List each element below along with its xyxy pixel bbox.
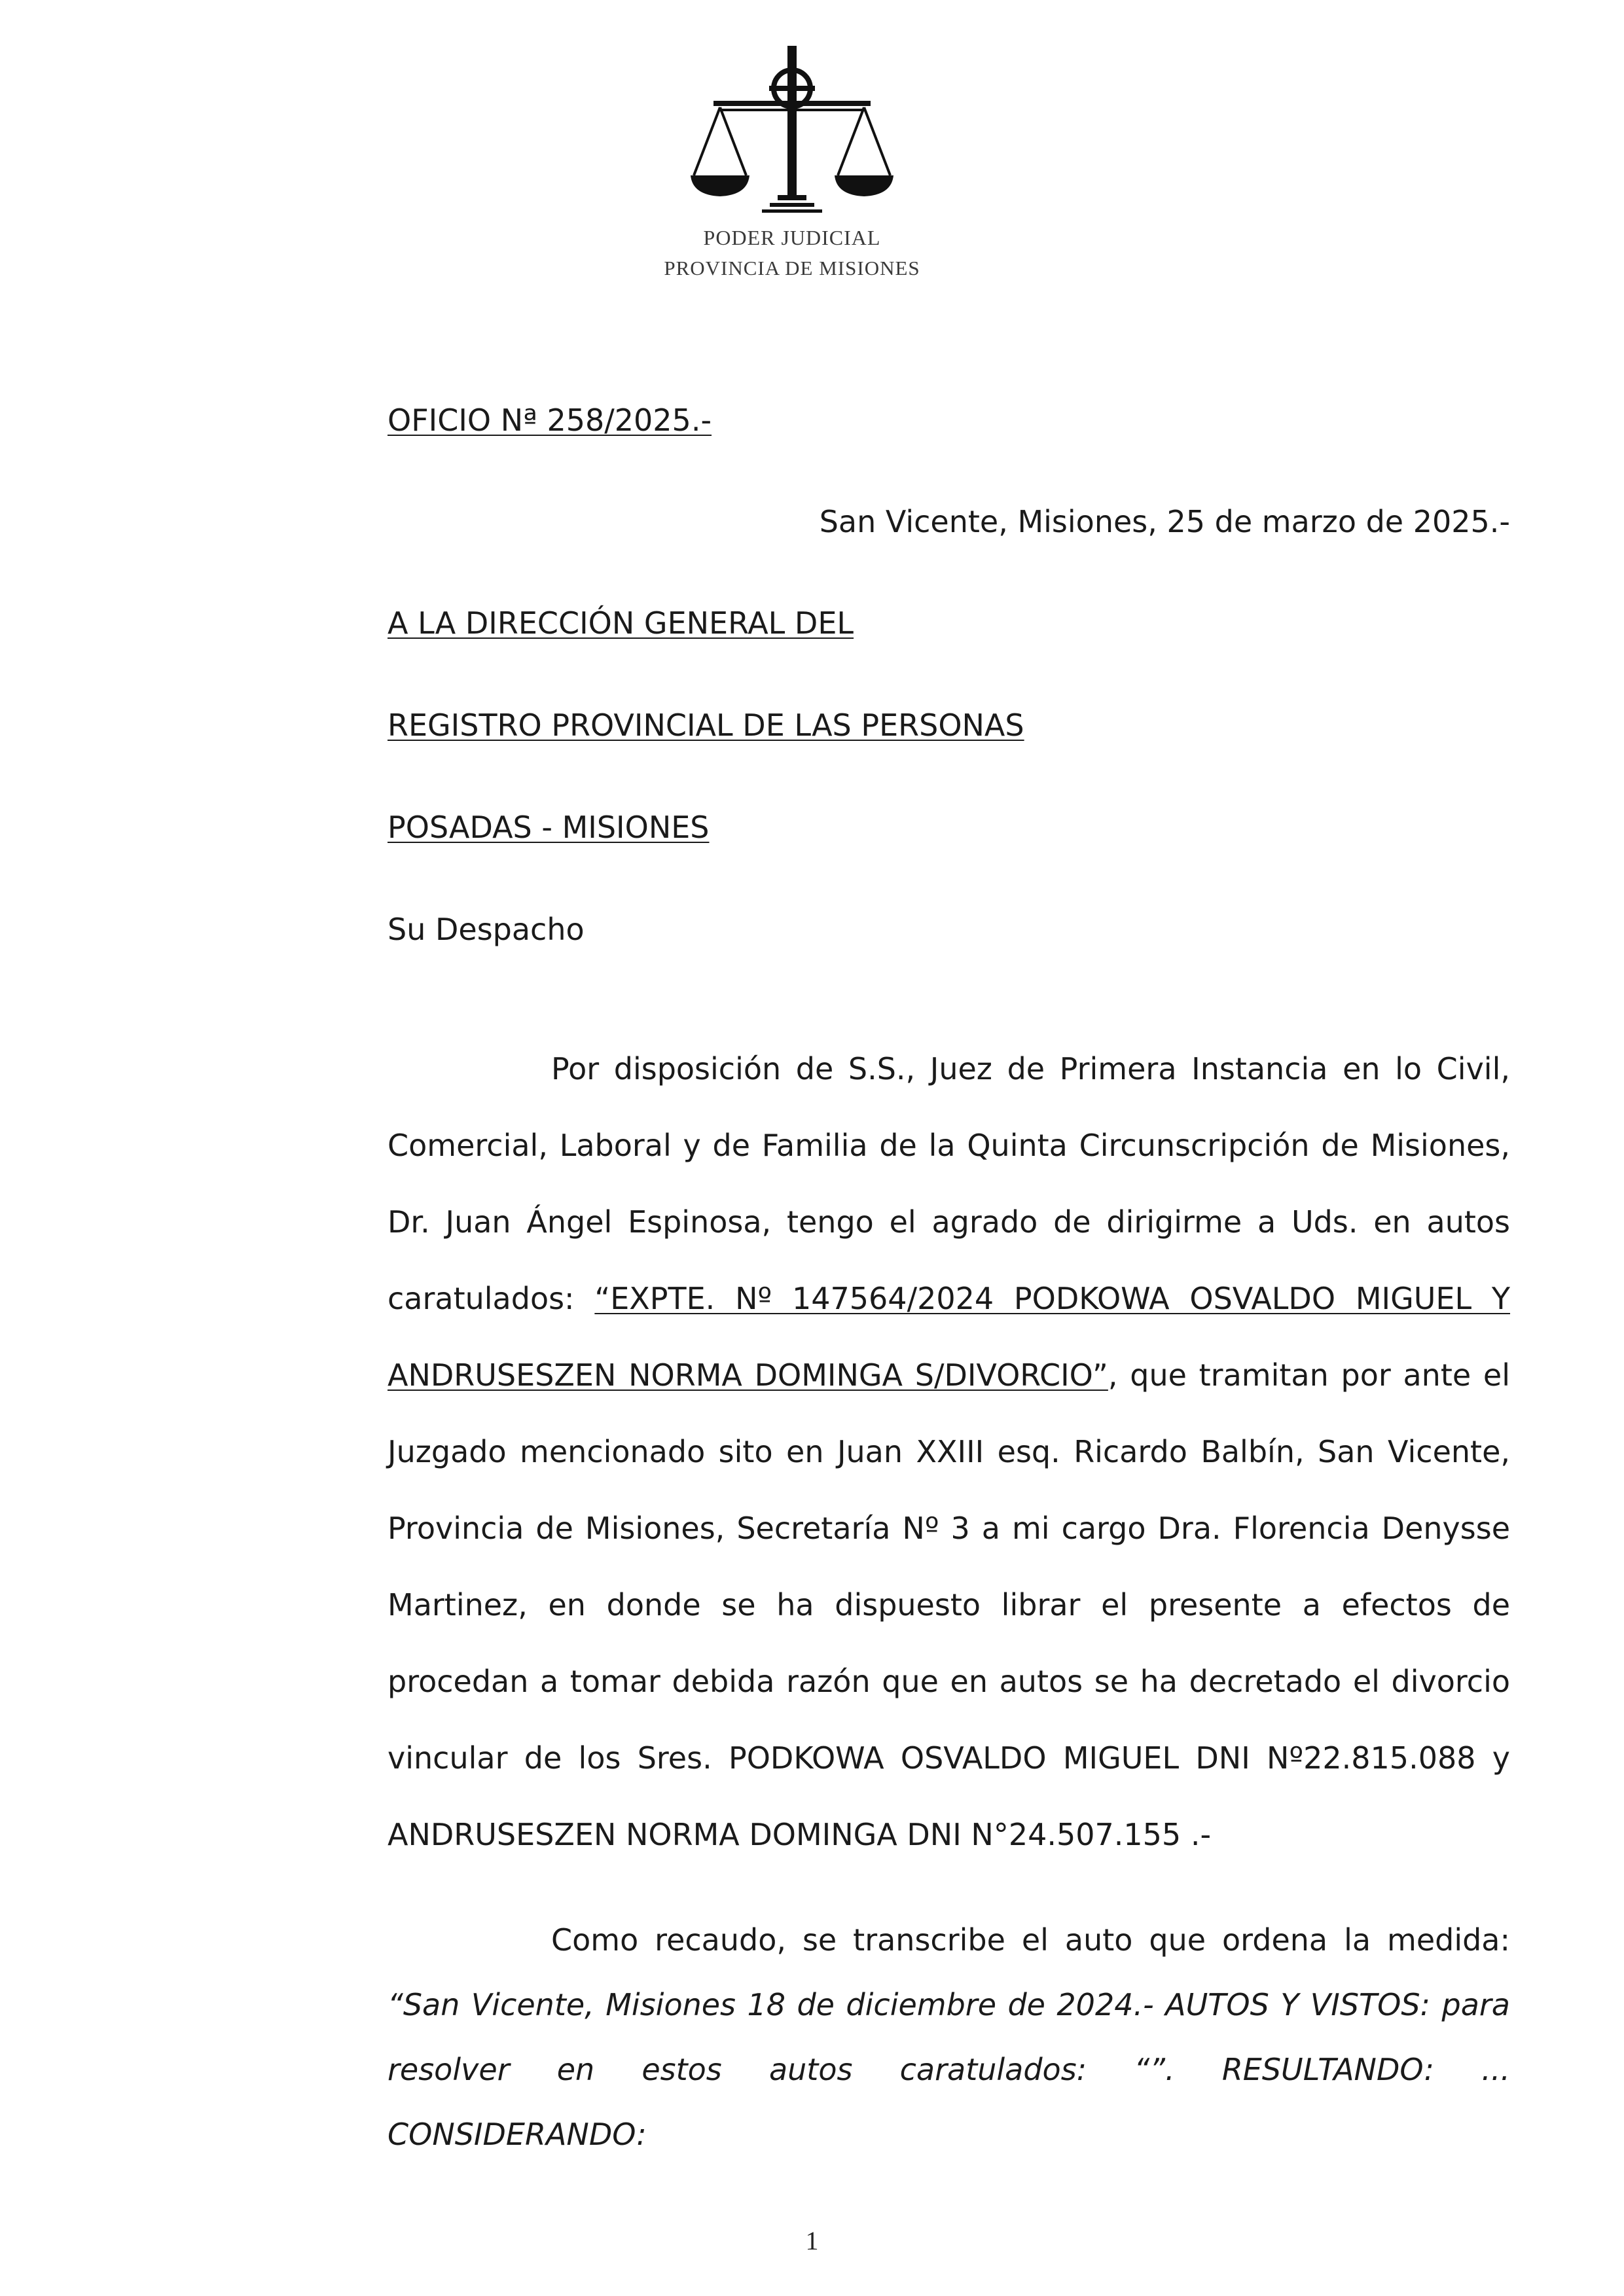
oficio-number: OFICIO Nª 258/2025.- — [388, 403, 712, 438]
letterhead-line-2: PROVINCIA DE MISIONES — [664, 257, 920, 279]
letterhead-line-1: PODER JUDICIAL — [703, 226, 881, 249]
paragraph-2-intro: Como recaudo, se transcribe el auto que ordena la medida: — [551, 1922, 1510, 1958]
addressee-line-2: REGISTRO PROVINCIAL DE LAS PERSONAS — [388, 708, 1024, 743]
body-paragraph-1 — [388, 1031, 1510, 1873]
paragraph-1-intro: Por disposición de S.S., Juez de Primera Instancia en lo Civil, Comercial, Laboral y de Familia de la Quinta Circunscripción de Misiones, Dr. Juan Ángel Espinosa, tengo el agrado de dirigirme a Uds. en autos caratulados: — [388, 1051, 1510, 1316]
case-title: “EXPTE. Nº 147564/2024 PODKOWA OSVALDO MIGUEL Y ANDRUSESZEN NORMA DOMINGA S/DIVORCIO” — [388, 1281, 1511, 1393]
paragraph-1-rest: , que tramitan por ante el Juzgado mencionado sito en Juan XXIII esq. Ricardo Balbín, San Vicente, Provincia de Misiones, Secretaría Nº 3 a mi cargo Dra. Florencia Denysse Martinez, en donde se ha dispuesto librar el presente a efectos de procedan a tomar debida razón que en autos se ha decretado el divorcio vincular de los Sres. PODKOWA OSVALDO MIGUEL DNI Nº22.815.088 y ANDRUSESZEN NORMA DOMINGA DNI N°24.507.155 .- — [388, 1357, 1510, 1852]
addressee-line-3: POSADAS - MISIONES — [388, 810, 710, 845]
scales-of-justice-cross-icon — [628, 39, 956, 236]
page-number: 1 — [805, 2226, 819, 2255]
transcribed-order: “San Vicente, Misiones 18 de diciembre de 2024.- AUTOS Y VISTOS: para resolver en estos autos caratulados: “”. RESULTANDO: ... CONSIDERANDO: — [388, 1987, 1510, 2152]
salutation: Su Despacho — [388, 912, 585, 947]
addressee-line-1: A LA DIRECCIÓN GENERAL DEL — [388, 605, 854, 641]
body-paragraph-2 — [388, 1908, 1510, 2167]
letterhead — [628, 39, 956, 301]
place-date: San Vicente, Misiones, 25 de marzo de 2025.- — [819, 504, 1510, 539]
